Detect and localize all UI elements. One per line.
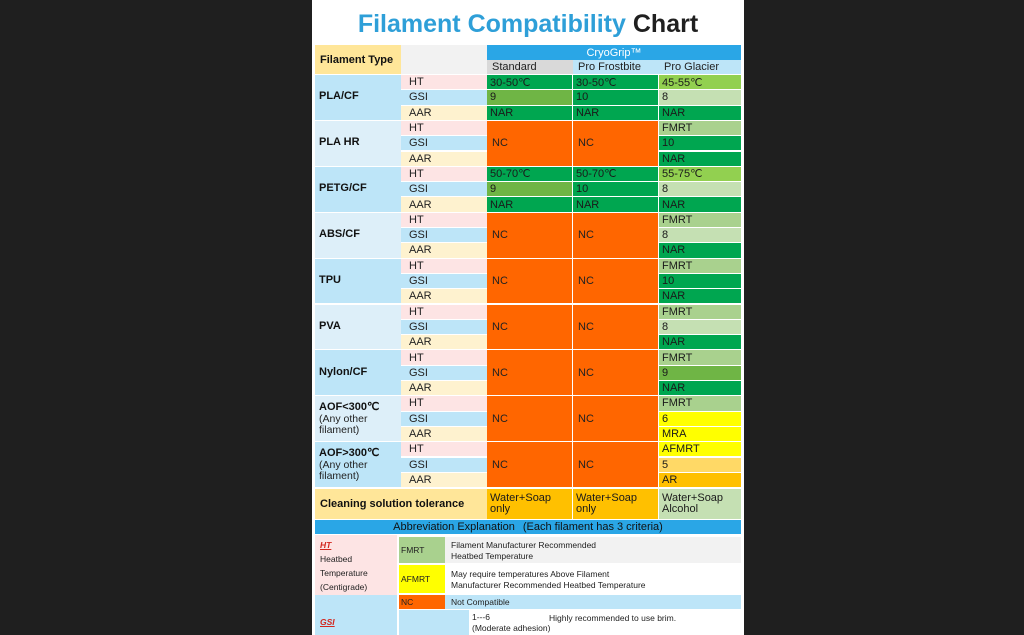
glacier-value: FMRT bbox=[659, 396, 741, 410]
filament-type-5 bbox=[315, 305, 401, 350]
glacier-value: NAR bbox=[659, 106, 741, 120]
filament-name: PVA bbox=[319, 319, 341, 332]
gsi-desc: 1---6 bbox=[472, 612, 490, 622]
glacier-value: 8 bbox=[659, 182, 741, 196]
filament-type-1 bbox=[315, 121, 401, 166]
abbreviation-header bbox=[315, 520, 741, 534]
criteria-label: AAR bbox=[401, 335, 487, 349]
filament-type-4 bbox=[315, 259, 401, 304]
criteria-label: GSI bbox=[401, 274, 487, 288]
filament-type-0 bbox=[315, 75, 401, 120]
criteria-label: AAR bbox=[401, 197, 487, 211]
criteria-label: AAR bbox=[401, 473, 487, 487]
column-header-2: Pro Glacier bbox=[659, 60, 741, 74]
frostbite-value: 30-50℃ bbox=[573, 75, 658, 89]
criteria-label: GSI bbox=[401, 366, 487, 380]
glacier-value: MRA bbox=[659, 427, 741, 441]
criteria-label: AAR bbox=[401, 381, 487, 395]
title-part-2: Chart bbox=[632, 10, 699, 38]
column-header-0: Standard bbox=[487, 60, 573, 74]
glacier-value: AR bbox=[659, 473, 741, 487]
standard-value: 9 bbox=[487, 90, 572, 104]
glacier-value: NAR bbox=[659, 381, 741, 395]
glacier-value: 8 bbox=[659, 228, 741, 242]
criteria-label: HT bbox=[401, 213, 487, 227]
standard-value: 9 bbox=[487, 182, 572, 196]
filament-type-3 bbox=[315, 213, 401, 258]
glacier-value: NAR bbox=[659, 243, 741, 257]
filament-type-header: Filament Type bbox=[315, 45, 401, 74]
cleaning-value-0: Water+Soap only bbox=[487, 489, 572, 519]
afmrt-desc: Manufacturer Recommended Heatbed Temperature bbox=[451, 580, 646, 590]
frostbite-value: 10 bbox=[573, 182, 658, 196]
standard-cell: NC bbox=[487, 350, 572, 395]
glacier-value: 8 bbox=[659, 90, 741, 104]
criteria-label: GSI bbox=[401, 412, 487, 426]
ht-line: Temperature bbox=[320, 568, 368, 578]
cleaning-value-2: Water+Soap Alcohol bbox=[659, 489, 741, 519]
criteria-label: GSI bbox=[401, 458, 487, 472]
glacier-value: 9 bbox=[659, 366, 741, 380]
frostbite-cell: NC bbox=[573, 121, 658, 166]
filament-name: PLA HR bbox=[319, 136, 360, 149]
standard-value: 50-70℃ bbox=[487, 167, 572, 181]
filament-name: AOF<300℃ bbox=[319, 401, 380, 414]
standard-cell: NC bbox=[487, 121, 572, 166]
criteria-label: HT bbox=[401, 442, 487, 456]
afmrt-key: AFMRT bbox=[399, 565, 445, 593]
criteria-label: HT bbox=[401, 75, 487, 89]
gsi-explanation bbox=[315, 595, 397, 635]
glacier-value: 5 bbox=[659, 458, 741, 472]
ht-explanation bbox=[315, 535, 397, 595]
frostbite-value: 50-70℃ bbox=[573, 167, 658, 181]
chart-sheet bbox=[312, 0, 744, 635]
nc-key: NC bbox=[399, 595, 445, 609]
filament-subtitle: (Any other filament) bbox=[319, 459, 368, 483]
criteria-label: HT bbox=[401, 396, 487, 410]
gsi-key-box bbox=[399, 610, 469, 635]
criteria-label: AAR bbox=[401, 289, 487, 303]
criteria-label: GSI bbox=[401, 136, 487, 150]
glacier-value: NAR bbox=[659, 289, 741, 303]
abbreviation-title: Abbreviation Explanation bbox=[393, 521, 515, 533]
frostbite-value: 10 bbox=[573, 90, 658, 104]
criteria-label: GSI bbox=[401, 90, 487, 104]
criteria-label: HT bbox=[401, 350, 487, 364]
gsi-abbr: GSI bbox=[320, 617, 335, 627]
criteria-label: AAR bbox=[401, 106, 487, 120]
ht-line: Heatbed bbox=[320, 554, 353, 564]
abbreviation-note: (Each filament has 3 criteria) bbox=[522, 521, 663, 533]
afmrt-desc: May require temperatures Above Filament bbox=[451, 569, 610, 579]
filament-type-8 bbox=[315, 442, 401, 487]
glacier-value: 10 bbox=[659, 136, 741, 150]
standard-value: NAR bbox=[487, 106, 572, 120]
page-title bbox=[312, 10, 744, 39]
title-part-1: Filament Compatibility bbox=[357, 10, 626, 38]
frostbite-cell: NC bbox=[573, 305, 658, 350]
standard-cell: NC bbox=[487, 305, 572, 350]
glacier-value: NAR bbox=[659, 197, 741, 211]
frostbite-cell: NC bbox=[573, 350, 658, 395]
glacier-value: 55-75℃ bbox=[659, 167, 741, 181]
filament-name: AOF>300℃ bbox=[319, 447, 380, 460]
criteria-header bbox=[401, 45, 487, 74]
glacier-value: 6 bbox=[659, 412, 741, 426]
cleaning-label: Cleaning solution tolerance bbox=[315, 489, 487, 519]
frostbite-cell: NC bbox=[573, 442, 658, 487]
glacier-value: 8 bbox=[659, 320, 741, 334]
glacier-value: AFMRT bbox=[659, 442, 741, 456]
frostbite-value: NAR bbox=[573, 197, 658, 211]
ht-line: (Centigrade) bbox=[320, 582, 368, 592]
glacier-value: FMRT bbox=[659, 213, 741, 227]
filament-name: PLA/CF bbox=[319, 90, 359, 103]
glacier-value: FMRT bbox=[659, 305, 741, 319]
filament-name: Nylon/CF bbox=[319, 365, 368, 378]
ht-line: HT bbox=[320, 540, 332, 550]
glacier-value: NAR bbox=[659, 335, 741, 349]
criteria-label: HT bbox=[401, 259, 487, 273]
frostbite-cell: NC bbox=[573, 259, 658, 304]
filament-type-6 bbox=[315, 350, 401, 395]
filament-name: ABS/CF bbox=[319, 228, 360, 241]
standard-value: 30-50℃ bbox=[487, 75, 572, 89]
criteria-label: GSI bbox=[401, 320, 487, 334]
glacier-value: FMRT bbox=[659, 259, 741, 273]
column-header-1: Pro Frostbite bbox=[573, 60, 659, 74]
glacier-value: 10 bbox=[659, 274, 741, 288]
criteria-label: AAR bbox=[401, 427, 487, 441]
fmrt-desc: Heatbed Temperature bbox=[451, 551, 534, 561]
criteria-label: GSI bbox=[401, 182, 487, 196]
frostbite-value: NAR bbox=[573, 106, 658, 120]
criteria-label: HT bbox=[401, 167, 487, 181]
standard-value: NAR bbox=[487, 197, 572, 211]
standard-cell: NC bbox=[487, 213, 572, 258]
criteria-label: HT bbox=[401, 121, 487, 135]
fmrt-key: FMRT bbox=[399, 537, 445, 563]
filament-type-7 bbox=[315, 396, 401, 441]
glacier-value: 45-55℃ bbox=[659, 75, 741, 89]
gsi-desc: (Moderate adhesion) bbox=[472, 623, 551, 633]
filament-type-2 bbox=[315, 167, 401, 212]
glacier-value: FMRT bbox=[659, 121, 741, 135]
filament-name: PETG/CF bbox=[319, 182, 367, 195]
frostbite-cell: NC bbox=[573, 213, 658, 258]
frostbite-cell: NC bbox=[573, 396, 658, 441]
brand-header: CryoGrip™ bbox=[487, 45, 741, 60]
standard-cell: NC bbox=[487, 396, 572, 441]
criteria-label: AAR bbox=[401, 243, 487, 257]
filament-name: TPU bbox=[319, 274, 341, 287]
filament-subtitle: (Any other filament) bbox=[319, 413, 368, 437]
gsi-desc: Highly recommended to use brim. bbox=[549, 613, 677, 623]
criteria-label: GSI bbox=[401, 228, 487, 242]
nc-desc: Not Compatible bbox=[451, 597, 510, 607]
glacier-value: NAR bbox=[659, 152, 741, 166]
criteria-label: HT bbox=[401, 305, 487, 319]
glacier-value: FMRT bbox=[659, 350, 741, 364]
standard-cell: NC bbox=[487, 442, 572, 487]
fmrt-desc: Filament Manufacturer Recommended bbox=[451, 540, 597, 550]
criteria-label: AAR bbox=[401, 152, 487, 166]
standard-cell: NC bbox=[487, 259, 572, 304]
cleaning-value-1: Water+Soap only bbox=[573, 489, 658, 519]
